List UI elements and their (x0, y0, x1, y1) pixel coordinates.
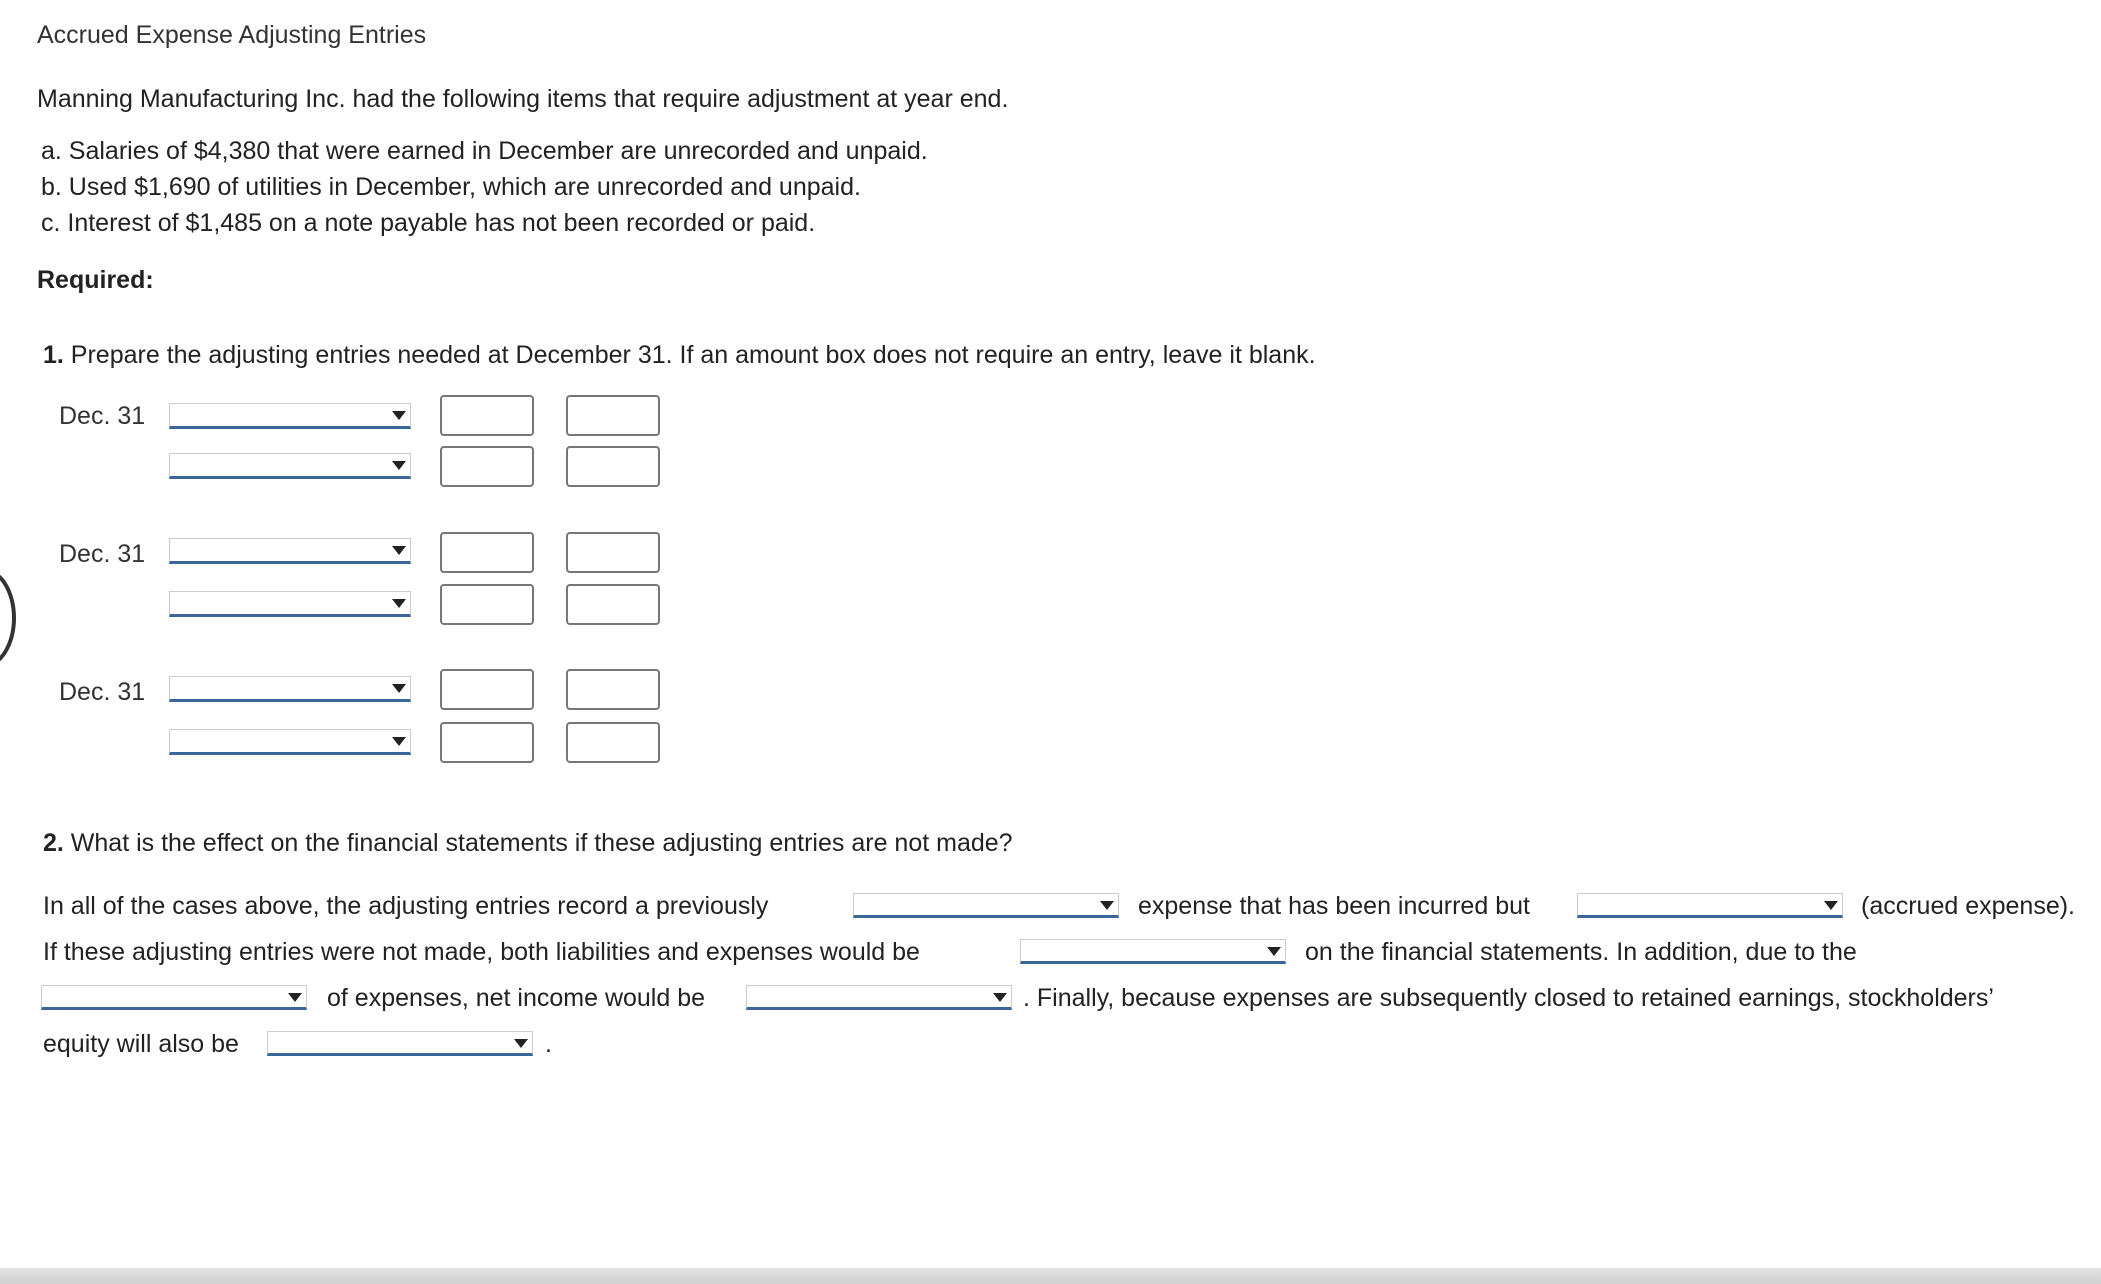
chevron-down-icon (392, 411, 406, 420)
partial-circle-control[interactable] (0, 568, 16, 668)
q2-text-9: . (545, 1030, 552, 1058)
problem-intro: Manning Manufacturing Inc. had the following items that require adjustment at year end. (37, 85, 1009, 113)
q2-text-6: of expenses, net income would be (327, 984, 706, 1012)
entry-1-debit-amount-2[interactable] (440, 446, 534, 487)
entry-2-credit-amount[interactable] (566, 532, 660, 573)
item-a: a. Salaries of $4,380 that were earned in December are unrecorded and unpaid. (41, 137, 928, 165)
question-2 (43, 829, 1013, 858)
entry-2-debit-account-select[interactable] (169, 538, 411, 564)
entry-3-credit-amount-2[interactable] (566, 722, 660, 763)
chevron-down-icon (1267, 947, 1281, 956)
entry-1-debit-amount[interactable] (440, 395, 534, 436)
entry-1-credit-amount[interactable] (566, 395, 660, 436)
entry-1-date: Dec. 31 (59, 402, 146, 430)
question-1 (43, 341, 1316, 370)
question-2-number: 2. (43, 829, 64, 857)
question-2-text: What is the effect on the financial statements if these adjusting entries are not made? (63, 829, 1013, 857)
q2-text-5: on the financial statements. In addition, due to the (1305, 938, 1857, 966)
entry-2-credit-amount-2[interactable] (566, 584, 660, 625)
q2-text-4: If these adjusting entries were not made, both liabilities and expenses would be (43, 938, 920, 966)
chevron-down-icon (514, 1039, 528, 1048)
page-title: Accrued Expense Adjusting Entries (37, 21, 427, 49)
entry-3-debit-amount[interactable] (440, 669, 534, 710)
entry-2-debit-amount-2[interactable] (440, 584, 534, 625)
entry-2-date: Dec. 31 (59, 540, 146, 568)
chevron-down-icon (392, 461, 406, 470)
item-c: c. Interest of $1,485 on a note payable has not been recorded or paid. (41, 209, 816, 237)
entry-3-credit-account-select[interactable] (169, 729, 411, 755)
q2-select-equity[interactable] (267, 1031, 533, 1056)
chevron-down-icon (993, 993, 1007, 1002)
chevron-down-icon (392, 737, 406, 746)
chevron-down-icon (392, 684, 406, 693)
entry-1-credit-account-select[interactable] (169, 453, 411, 479)
q2-select-previously[interactable] (853, 893, 1119, 918)
entry-1-credit-amount-2[interactable] (566, 446, 660, 487)
entry-3-date: Dec. 31 (59, 678, 146, 706)
chevron-down-icon (1824, 901, 1838, 910)
q2-select-would-be[interactable] (1020, 939, 1286, 964)
q2-select-due-to[interactable] (41, 985, 307, 1010)
item-b: b. Used $1,690 of utilities in December, which are unrecorded and unpaid. (41, 173, 861, 201)
entry-2-debit-amount[interactable] (440, 532, 534, 573)
q2-select-incurred-but[interactable] (1577, 893, 1843, 918)
q2-text-8: equity will also be (43, 1030, 239, 1058)
q2-text-3: (accrued expense). (1861, 892, 2076, 920)
chevron-down-icon (288, 993, 302, 1002)
chevron-down-icon (1100, 901, 1114, 910)
question-1-text: Prepare the adjusting entries needed at December 31. If an amount box does not require an entry, leave it blank. (63, 341, 1316, 369)
q2-select-net-income[interactable] (746, 985, 1012, 1010)
entry-3-debit-amount-2[interactable] (440, 722, 534, 763)
entry-3-debit-account-select[interactable] (169, 676, 411, 702)
problem-items (41, 133, 928, 241)
q2-text-2: expense that has been incurred but (1138, 892, 1530, 920)
required-heading: Required: (37, 266, 154, 294)
question-1-number: 1. (43, 341, 64, 369)
q2-text-7: . Finally, because expenses are subsequently closed to retained earnings, stockholders’ (1023, 984, 1994, 1012)
chevron-down-icon (392, 599, 406, 608)
chevron-down-icon (392, 546, 406, 555)
entry-1-debit-account-select[interactable] (169, 403, 411, 429)
entry-2-credit-account-select[interactable] (169, 591, 411, 617)
q2-text-1: In all of the cases above, the adjusting entries record a previously (43, 892, 769, 920)
bottom-scroll-bar[interactable] (0, 1268, 2101, 1284)
entry-3-credit-amount[interactable] (566, 669, 660, 710)
